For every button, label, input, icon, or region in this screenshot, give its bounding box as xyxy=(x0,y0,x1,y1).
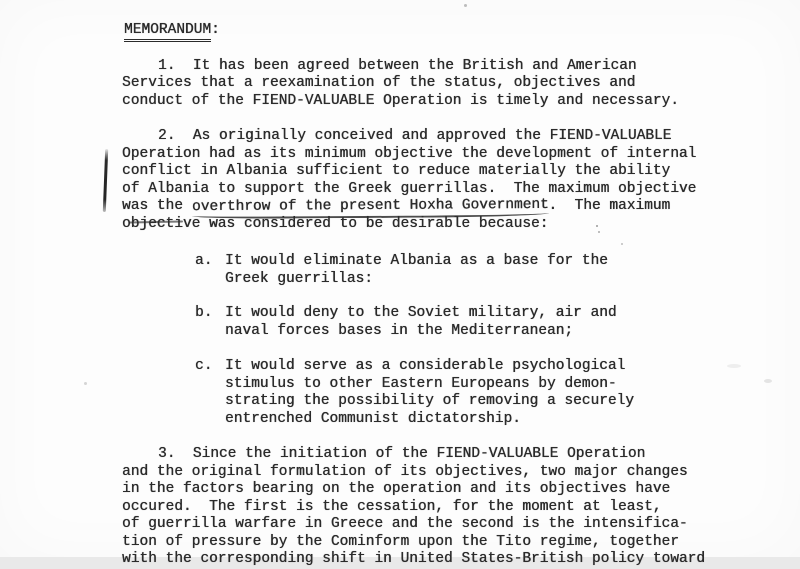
list-item-c xyxy=(122,358,762,428)
text-line: 3. Since the initiation of the FIEND-VALUABLE Operation xyxy=(158,446,646,462)
text-segment: . The maximum xyxy=(548,198,671,214)
list-item-a xyxy=(122,253,762,288)
text-line: and the original formulation of its objectives, two major changes xyxy=(122,463,688,480)
list-marker: a. xyxy=(195,253,213,269)
memo-heading-colon: : xyxy=(211,22,220,38)
text-line: naval forces bases in the Mediterranean; xyxy=(225,322,574,339)
text-line: in the factors bearing on the operation and its objectives have xyxy=(122,481,671,497)
memo-document xyxy=(122,22,762,569)
text-line: It would serve as a considerable psychological xyxy=(225,358,626,374)
hand-underlined-phrase: overthrow of the present Hoxha Government xyxy=(192,197,549,219)
text-line: occured. The first is the cessation, for the moment at least, xyxy=(122,498,662,515)
text-line: Greek guerrillas: xyxy=(225,270,373,287)
text-line: stimulus to other Eastern Europeans by demon- xyxy=(225,375,617,392)
memo-heading-text: MEMORANDUM xyxy=(124,22,211,42)
paragraph-2 xyxy=(122,128,762,233)
text-line: conduct of the FIEND-VALUABLE Operation is timely and necessary. xyxy=(122,92,679,109)
list-marker: c. xyxy=(195,358,213,374)
text-line-with-underline xyxy=(122,198,762,216)
text-line: with the corresponding shift in United States-British policy toward xyxy=(122,551,705,567)
text-line: of guerrilla warfare in Greece and the second is the intensifica- xyxy=(122,516,688,532)
list-marker: b. xyxy=(195,305,213,321)
text-line: tion of pressure by the Cominform upon the Tito regime, together xyxy=(122,533,679,550)
margin-pen-stroke xyxy=(103,149,108,212)
text-line: 2. As originally conceived and approved the FIEND-VALUABLE xyxy=(158,128,672,144)
memo-heading xyxy=(124,22,762,40)
paragraph-3 xyxy=(122,446,762,569)
text-line: 1. It has been agreed between the British and American xyxy=(158,57,637,74)
text-line: conflict in Albania sufficient to reduce materially the ability xyxy=(122,163,671,179)
text-line: Operation had as its minimum objective the development of internal xyxy=(122,145,697,162)
text-line: entrenched Communist dictatorship. xyxy=(225,410,521,427)
scan-speck xyxy=(464,4,467,7)
text-line: strating the possibility of removing a securely xyxy=(225,393,634,409)
text-line: objective was considered to be desirable because: xyxy=(122,215,549,232)
scan-smudge xyxy=(764,379,772,383)
list-item-b xyxy=(122,305,762,340)
text-line: It would eliminate Albania as a base for the xyxy=(225,253,608,269)
text-line: of Albania to support the Greek guerrillas. The maximum objective xyxy=(122,180,697,197)
paragraph-1 xyxy=(122,58,762,111)
text-line: Services that a reexamination of the status, objectives and xyxy=(122,75,636,91)
text-line: It would deny to the Soviet military, air and xyxy=(225,305,617,321)
text-segment: was the xyxy=(122,198,192,214)
scan-speck xyxy=(84,382,87,385)
